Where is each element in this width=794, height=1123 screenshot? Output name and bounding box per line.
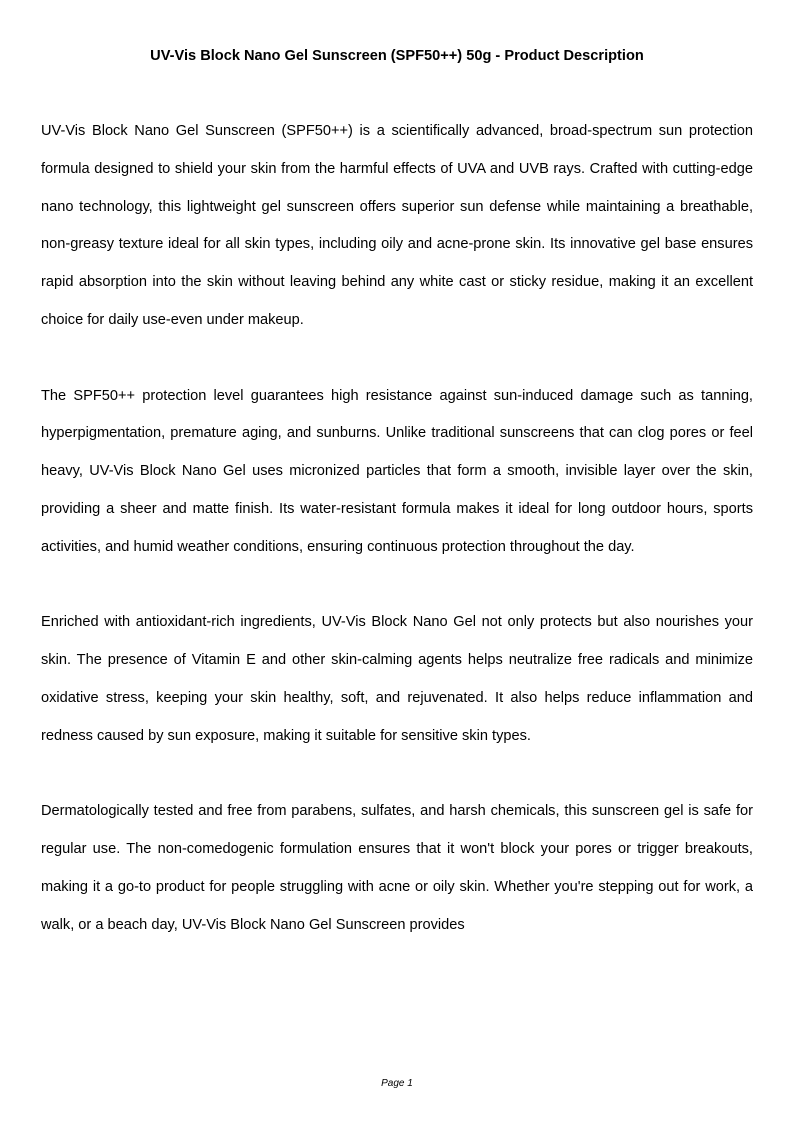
page-number: Page 1	[381, 1078, 413, 1089]
paragraph-antioxidants: Enriched with antioxidant-rich ingredients, UV-Vis Block Nano Gel not only protects but also nourishes your skin. The presence of Vitamin E and other skin-calming agents helps neutralize free radicals and minimize oxidative stress, keeping your skin healthy, soft, and rejuvenated. It also helps reduce inflammation and redness caused by sun exposure, making it suitable for sensitive skin types.	[41, 614, 753, 744]
paragraph-intro: UV-Vis Block Nano Gel Sunscreen (SPF50++) is a scientifically advanced, broad-spectrum sun protection formula designed to shield your skin from the harmful effects of UVA and UVB rays. Crafted with cutting-edge nano technology, this lightweight gel sunscreen offers superior sun defense while maintaining a breathable, non-greasy texture ideal for all skin types, including oily and acne-prone skin. Its innovative gel base ensures rapid absorption into the skin without leaving behind any white cast or sticky residue, making it an excellent choice for daily use-even under makeup.	[41, 123, 753, 328]
paragraph-spf-protection: The SPF50++ protection level guarantees high resistance against sun-induced damage such as tanning, hyperpigmentation, premature aging, and sunburns. Unlike traditional sunscreens that can clog pores or feel heavy, UV-Vis Block Nano Gel uses micronized particles that form a smooth, invisible layer over the skin, providing a sheer and matte finish. Its water-resistant formula makes it ideal for long outdoor hours, sports activities, and humid weather conditions, ensuring continuous protection throughout the day.	[41, 387, 753, 555]
document-body	[41, 113, 753, 945]
document-title: UV-Vis Block Nano Gel Sunscreen (SPF50++) 50g - Product Description	[150, 48, 644, 64]
paragraph-dermatological: Dermatologically tested and free from parabens, sulfates, and harsh chemicals, this sunscreen gel is safe for regular use. The non-comedogenic formulation ensures that it won't block your pores or trigger breakouts, making it a go-to product for people struggling with acne or oily skin. Whether you're stepping out for work, a walk, or a beach day, UV-Vis Block Nano Gel Sunscreen provides	[41, 803, 753, 933]
